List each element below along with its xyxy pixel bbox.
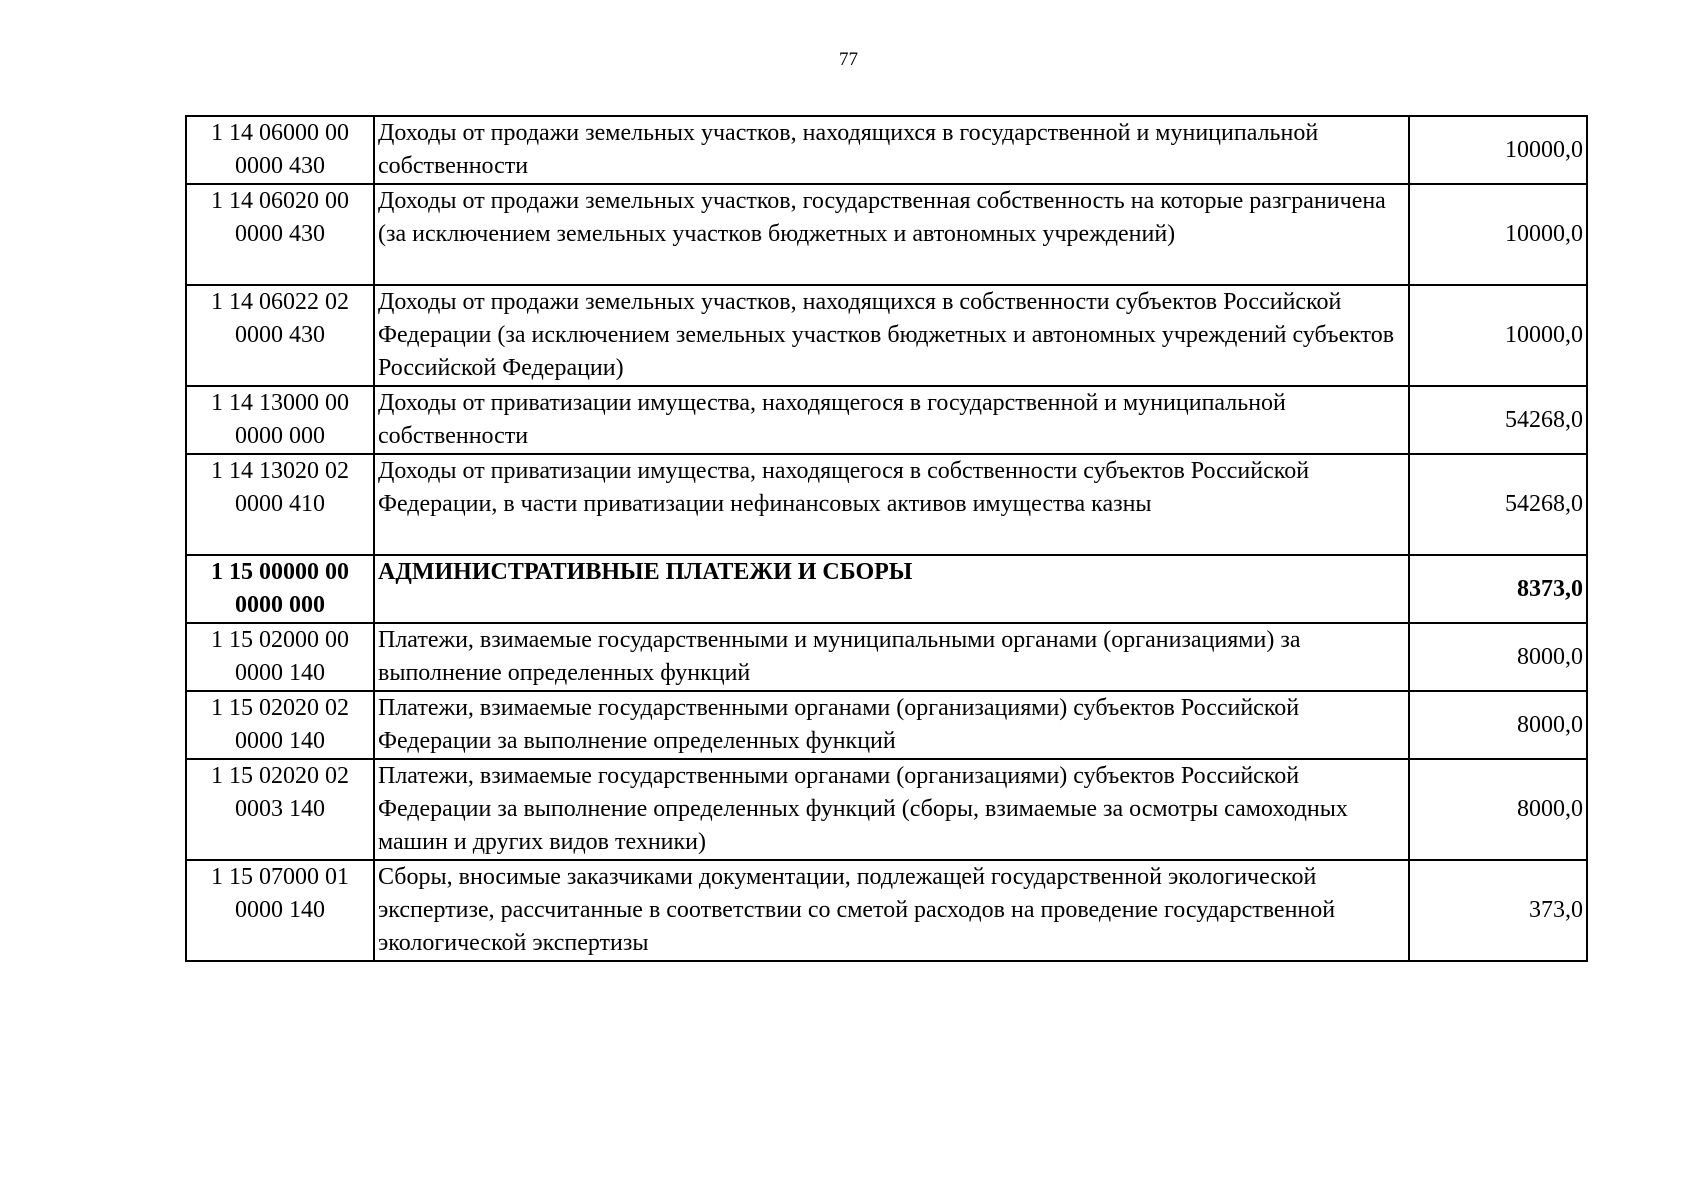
budget-code-cell: 1 15 02020 02 0000 140 <box>186 691 374 759</box>
budget-code-cell: 1 15 02000 00 0000 140 <box>186 623 374 691</box>
amount-cell: 54268,0 <box>1409 454 1587 555</box>
budget-code-cell: 1 15 07000 01 0000 140 <box>186 860 374 961</box>
amount-cell: 8000,0 <box>1409 691 1587 759</box>
table-row <box>186 184 1587 285</box>
amount-cell: 10000,0 <box>1409 184 1587 285</box>
budget-code-cell: 1 14 06022 02 0000 430 <box>186 285 374 386</box>
table-row <box>186 759 1587 860</box>
amount-cell: 8373,0 <box>1409 555 1587 623</box>
revenue-description-cell: Сборы, вносимые заказчиками документации, подлежащей государственной экологической экспертизе, рассчитанные в соответствии со сметой расходов на проведение государственной экологической экспертизы <box>374 860 1409 961</box>
budget-code-cell: 1 15 00000 00 0000 000 <box>186 555 374 623</box>
revenue-description-cell: Доходы от продажи земельных участков, находящихся в государственной и муниципальной собственности <box>374 116 1409 184</box>
amount-cell: 8000,0 <box>1409 623 1587 691</box>
budget-code-cell: 1 14 13020 02 0000 410 <box>186 454 374 555</box>
table-row <box>186 454 1587 555</box>
table-row <box>186 285 1587 386</box>
table-row <box>186 860 1587 961</box>
revenue-description-cell: Платежи, взимаемые государственными органами (организациями) субъектов Российской Федерации за выполнение определенных функций <box>374 691 1409 759</box>
table-row <box>186 623 1587 691</box>
table-row-section-header <box>186 555 1587 623</box>
budget-code-cell: 1 14 06000 00 0000 430 <box>186 116 374 184</box>
amount-cell: 54268,0 <box>1409 386 1587 454</box>
revenue-description-cell: Доходы от приватизации имущества, находящегося в собственности субъектов Российской Федерации, в части приватизации нефинансовых активов имущества казны <box>374 454 1409 555</box>
revenue-description-cell: Доходы от приватизации имущества, находящегося в государственной и муниципальной собственности <box>374 386 1409 454</box>
table-row <box>186 386 1587 454</box>
revenue-description-cell: Платежи, взимаемые государственными и муниципальными органами (организациями) за выполнение определенных функций <box>374 623 1409 691</box>
amount-cell: 8000,0 <box>1409 759 1587 860</box>
budget-code-cell: 1 14 13000 00 0000 000 <box>186 386 374 454</box>
budget-code-cell: 1 15 02020 02 0003 140 <box>186 759 374 860</box>
revenue-description-cell: Доходы от продажи земельных участков, находящихся в собственности субъектов Российской Федерации (за исключением земельных участков бюджетных и автономных учреждений субъектов Российской Федерации) <box>374 285 1409 386</box>
revenue-description-cell: Платежи, взимаемые государственными органами (организациями) субъектов Российской Федерации за выполнение определенных функций (сборы, взимаемые за осмотры самоходных машин и других видов техники) <box>374 759 1409 860</box>
revenue-description-cell: Доходы от продажи земельных участков, государственная собственность на которые разграничена (за исключением земельных участков бюджетных и автономных учреждений) <box>374 184 1409 285</box>
page-number: 77 <box>839 49 858 70</box>
table-row <box>186 691 1587 759</box>
revenue-table <box>185 115 1588 962</box>
amount-cell: 10000,0 <box>1409 285 1587 386</box>
amount-cell: 373,0 <box>1409 860 1587 961</box>
table-row <box>186 116 1587 184</box>
revenue-description-cell: АДМИНИСТРАТИВНЫЕ ПЛАТЕЖИ И СБОРЫ <box>374 555 1409 623</box>
budget-code-cell: 1 14 06020 00 0000 430 <box>186 184 374 285</box>
amount-cell: 10000,0 <box>1409 116 1587 184</box>
